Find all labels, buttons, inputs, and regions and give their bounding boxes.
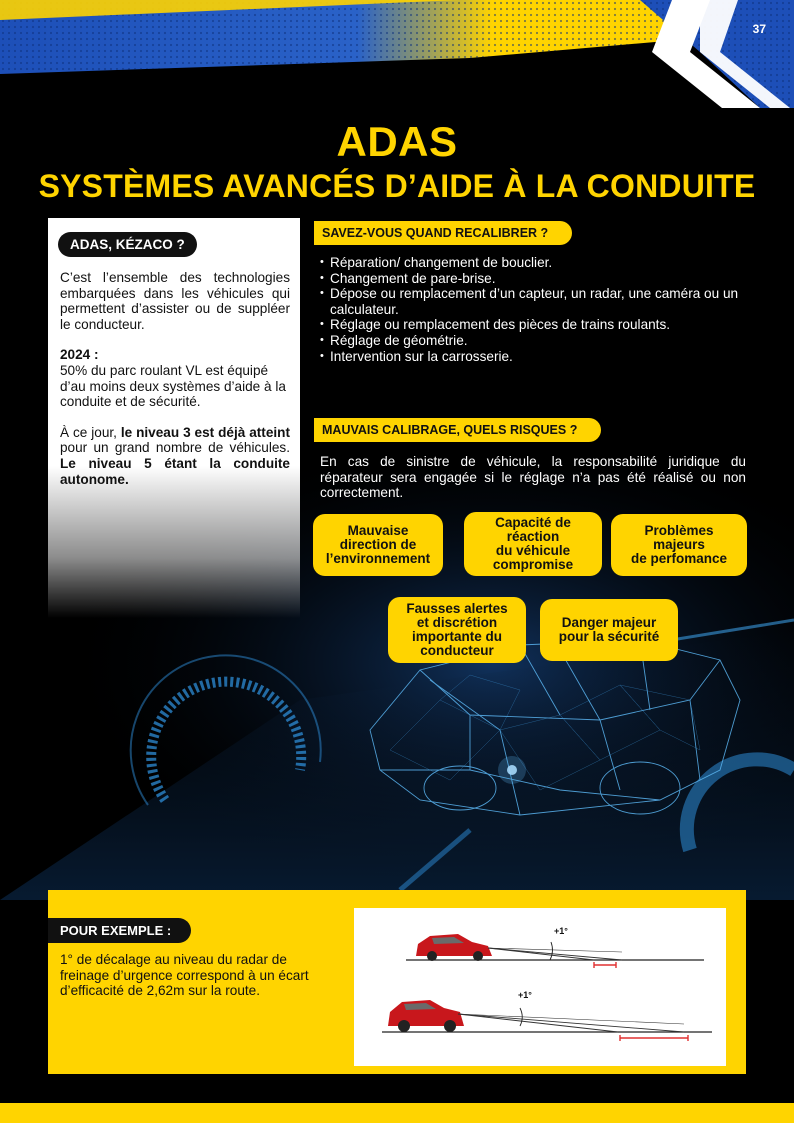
- kezaco-panel: [48, 218, 300, 618]
- kezaco-level3: le niveau 3 est déjà atteint: [120, 424, 290, 440]
- kezaco-level-block: [60, 425, 290, 487]
- page-title: ADAS: [336, 118, 458, 165]
- kezaco-intro: C’est l’ensemble des technologies embarquées dans les véhicules qui permettent d’assister ou de suppléer le conducteur.: [60, 270, 290, 332]
- kezaco-level-prefix: À ce jour,: [60, 424, 121, 440]
- risk-box-label: Problèmes majeurs de perfomance: [630, 523, 728, 566]
- risk-box-reaction: [464, 512, 602, 576]
- kezaco-year-block: [60, 347, 290, 409]
- list-item: • Changement de pare-brise.: [320, 271, 760, 287]
- risk-box-performance: [611, 514, 747, 576]
- example-text: 1° de décalage au niveau du radar de freinage d’urgence correspond à un écart d’efficacité de 2,62m sur la route.: [60, 952, 309, 999]
- example-heading: POUR EXEMPLE :: [48, 918, 191, 943]
- list-item: • Réglage ou remplacement des pièces de trains roulants.: [320, 317, 760, 333]
- diagram-row-2: [382, 990, 712, 1041]
- angle-label-1: +1°: [554, 926, 568, 936]
- kezaco-heading: ADAS, KÉZACO ?: [58, 232, 197, 257]
- risk-box-label: Mauvaise direction de l’environnement: [325, 523, 431, 566]
- bottom-yellow-strip: [0, 1103, 794, 1123]
- risques-text: En cas de sinistre de véhicule, la responsabilité juridique du réparateur sera engagée si le réglage n’a pas été réalisé ou non correctement.: [320, 454, 746, 501]
- recalibrer-heading: SAVEZ-VOUS QUAND RECALIBRER ?: [314, 221, 572, 245]
- kezaco-level-mid: pour un grand nombre de véhicules.: [60, 440, 290, 456]
- list-item: • Réglage de géométrie.: [320, 333, 760, 349]
- angle-label-2: +1°: [518, 990, 532, 1000]
- radar-offset-diagram: [354, 908, 726, 1066]
- kezaco-level5: Le niveau 5 étant la conduite autonome.: [60, 455, 290, 487]
- list-item: • Dépose ou remplacement d’un capteur, un radar, une caméra ou un calculateur.: [320, 286, 760, 317]
- risk-box-danger: [540, 599, 678, 661]
- red-car-icon: [388, 1000, 464, 1032]
- recalibrer-list: [320, 255, 760, 364]
- risk-box-label: Capacité de réaction du véhicule compromise: [492, 515, 574, 572]
- kezaco-year-text: 50% du parc roulant VL est équipé d’au moins deux systèmes d’aide à la conduite et de sécurité.: [60, 362, 286, 410]
- kezaco-year-label: 2024 :: [60, 347, 99, 363]
- risk-box-alertes: [388, 597, 526, 663]
- risk-box-label: Fausses alertes et discrétion importante du conducteur: [406, 601, 508, 658]
- red-car-icon: [416, 934, 492, 961]
- risk-box-direction: [313, 514, 443, 576]
- diagram-row-1: [406, 926, 704, 968]
- risques-heading: MAUVAIS CALIBRAGE, QUELS RISQUES ?: [314, 418, 601, 442]
- page-subtitle: SYSTÈMES AVANCÉS D’AIDE À LA CONDUITE: [38, 168, 756, 204]
- list-item: • Intervention sur la carrosserie.: [320, 349, 760, 365]
- risk-box-label: Danger majeur pour la sécurité: [558, 615, 660, 644]
- kezaco-text: [60, 270, 290, 502]
- example-frame: [48, 890, 746, 1074]
- page-number: 37: [752, 22, 766, 36]
- top-decorative-band: [0, 0, 794, 110]
- list-item: • Réparation/ changement de bouclier.: [320, 255, 760, 271]
